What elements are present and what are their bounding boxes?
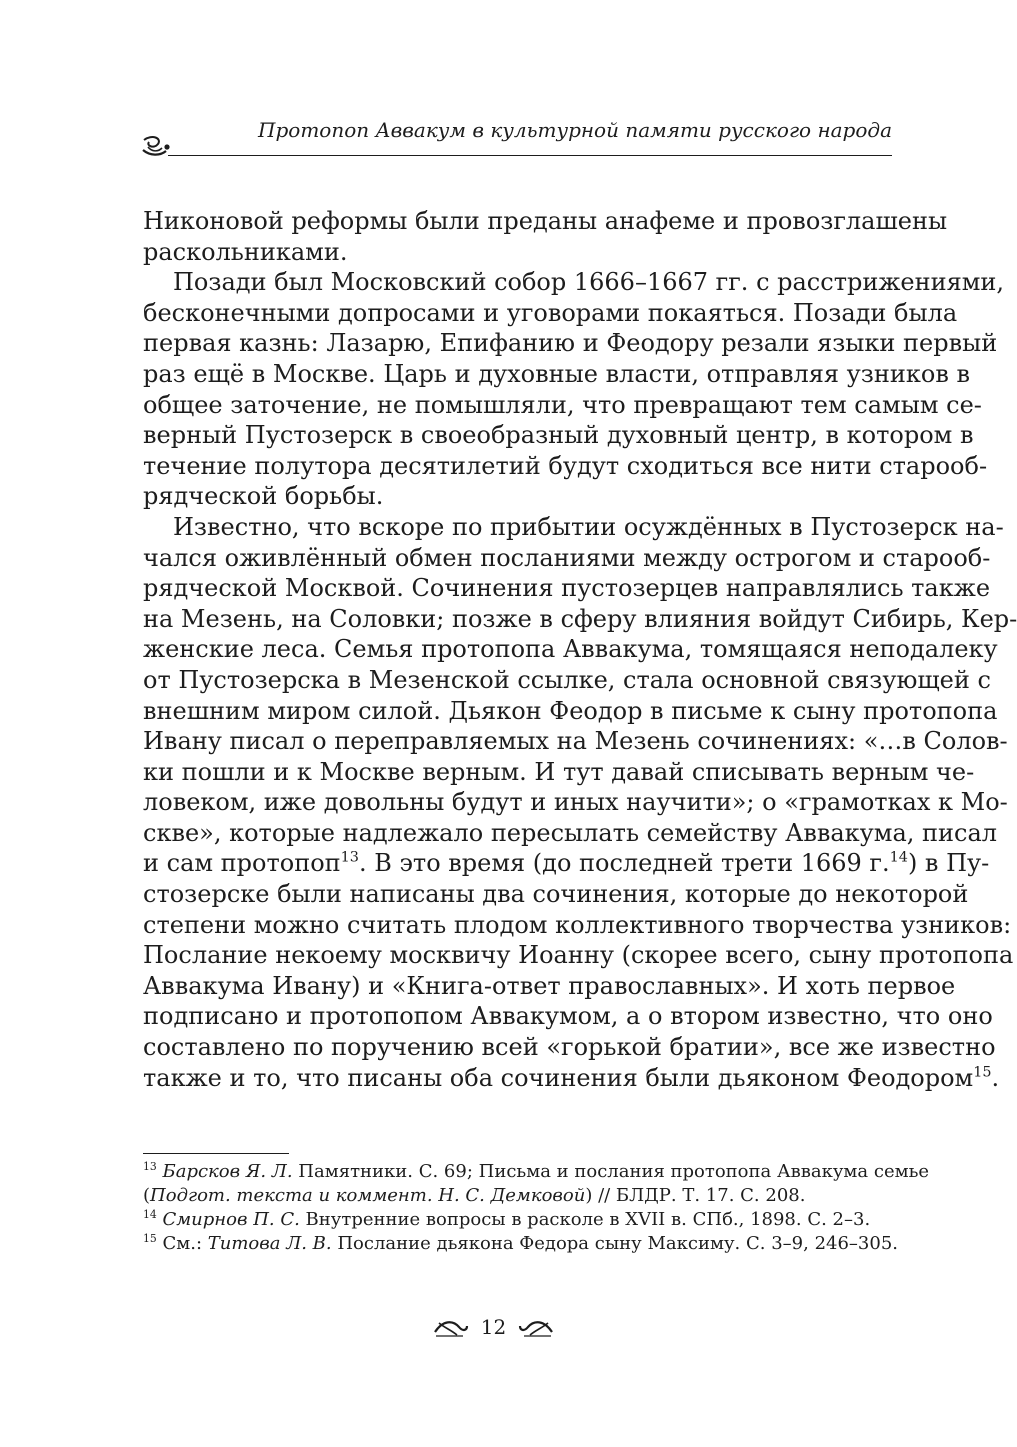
- footnote-13-cont: (Подгот. текста и коммент. Н. С. Демковой) // БЛДР. Т. 17. С. 208.: [143, 1185, 806, 1206]
- text-line: от Пустозерска в Мезенской ссылке, стала основной связующей с: [143, 665, 991, 694]
- text-line: Позади был Московский собор 1666–1667 гг. с расстрижениями,: [173, 268, 1005, 297]
- footnote-13: $^{13}$ Барсков Я. Л. Памятники. С. 69; Письма и послания протопопа Аввакума семье: [143, 1159, 930, 1182]
- text-line: ки пошли и к Москве верным. И тут давай списывать верным че-: [143, 757, 975, 786]
- text-line: чался оживлённый обмен посланиями между острогом и старооб-: [143, 543, 991, 572]
- text-line-with-notes: и сам протопоп$^{13}$. В это время (до последней трети 1669 г.$^{14}$) в Пу-: [143, 849, 990, 878]
- text-line: первая казнь: Лазарю, Епифанию и Феодору резали языки первый: [143, 329, 998, 358]
- text-line: Аввакума Ивану) и «Книга-ответ православных». И хоть первое: [143, 971, 956, 1000]
- text-line: раскольниками.: [143, 237, 348, 266]
- text-line: подписано и протопопом Аввакумом, а о втором известно, что оно: [143, 1002, 993, 1031]
- text-line: на Мезень, на Соловки; позже в сферу влияния войдут Сибирь, Кер-: [143, 604, 1017, 633]
- running-header: [140, 112, 892, 162]
- text-line: течение полутора десятилетий будут сходиться все нити старооб-: [143, 451, 988, 480]
- folio: [0, 1310, 987, 1344]
- header-rule: [168, 155, 892, 156]
- footnote-15: $^{15}$ См.: Титова Л. В. Послание дьякона Федора сыну Максиму. С. 3–9, 246–305.: [143, 1231, 899, 1254]
- text-line: рядческой борьбы.: [143, 482, 384, 511]
- text-line: степени можно считать плодом коллективного творчества узников:: [143, 910, 1012, 939]
- swash-ornament-right-icon: [518, 1316, 554, 1338]
- text-line: Послание некоему москвичу Иоанну (скорее всего, сыну протопопа: [143, 941, 1014, 970]
- text-line: верный Пустозерск в своеобразный духовный центр, в котором в: [143, 421, 974, 450]
- text-line: скве», которые надлежало пересылать семейству Аввакума, писал: [143, 818, 997, 847]
- text-line: женские леса. Семья протопопа Аввакума, томящаяся неподалеку: [143, 635, 998, 664]
- text-line-with-notes: также и то, что писаны оба сочинения были дьяконом Феодором$^{15}$.: [143, 1063, 1000, 1092]
- footnotes: [143, 1159, 930, 1256]
- text-line: Ивану писал о переправляемых на Мезень сочинениях: «…в Солов-: [143, 727, 1008, 756]
- text-line: составлено по поручению всей «горькой братии», все же известно: [143, 1033, 996, 1062]
- footnote-ref-13: 13: [340, 850, 359, 867]
- body-text: [143, 206, 1017, 1093]
- text-line: Известно, что вскоре по прибытии осуждённых в Пустозерск на-: [173, 512, 1004, 541]
- text-line: бесконечными допросами и уговорами покаяться. Позади была: [143, 298, 958, 327]
- scroll-flourish-icon: [140, 134, 174, 160]
- text-line: рядческой Москвой. Сочинения пустозерцев направлялись также: [143, 574, 991, 603]
- text-line: внешним миром силой. Дьякон Феодор в письме к сыну протопопа: [143, 696, 998, 725]
- text-line: раз ещё в Москве. Царь и духовные власти, отправляя узников в: [143, 359, 970, 388]
- text-line: общее заточение, не помышляли, что превращают тем самым се-: [143, 390, 982, 419]
- footnote-ref-15: 15: [973, 1064, 992, 1081]
- swash-ornament-left-icon: [433, 1316, 469, 1338]
- text-line: ловеком, иже довольны будут и иных научити»; о «грамотках к Мо-: [143, 788, 1008, 817]
- footnote-14: $^{14}$ Смирнов П. С. Внутренние вопросы в расколе в XVII в. СПб., 1898. С. 2–3.: [143, 1207, 871, 1230]
- footnote-separator: [143, 1153, 289, 1154]
- text-line: стозерске были написаны два сочинения, которые до некоторой: [143, 880, 969, 909]
- page-number: 12: [480, 1315, 507, 1339]
- running-title: Протопоп Аввакум в культурной памяти русского народа: [258, 118, 892, 142]
- footnote-ref-14: 14: [889, 850, 908, 867]
- text-line: Никоновой реформы были преданы анафеме и провозглашены: [143, 207, 948, 235]
